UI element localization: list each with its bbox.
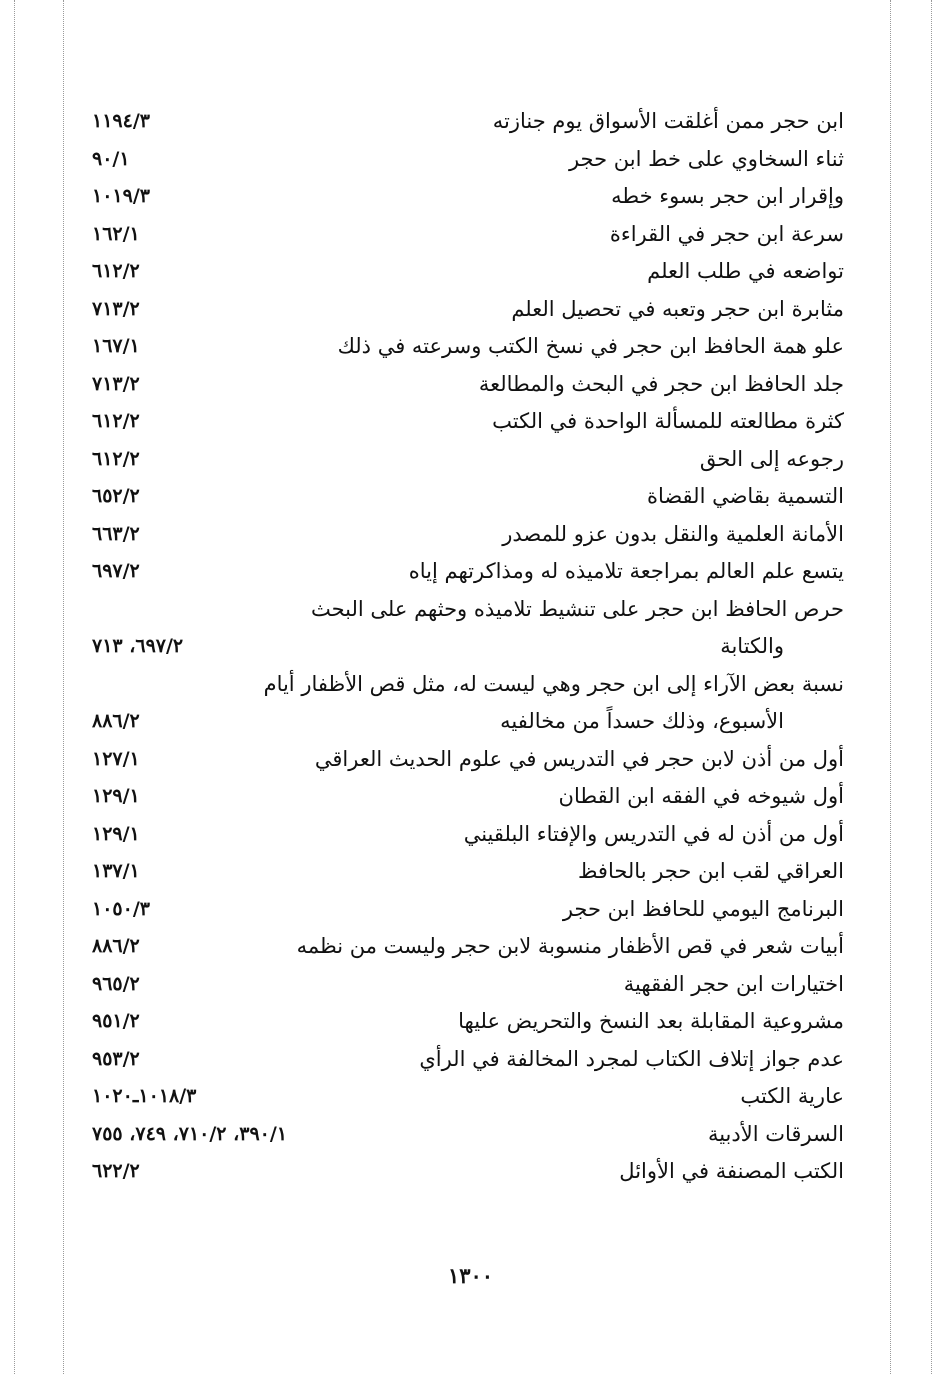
entry-topic: مشروعية المقابلة بعد النسخ والتحريض عليها	[458, 1009, 844, 1033]
scan-margin-line-left-inner	[63, 0, 64, 1374]
scan-margin-line-right-inner	[890, 0, 891, 1374]
entry-reference: ١٢٩/١	[92, 785, 140, 807]
index-entry	[92, 291, 844, 329]
entry-reference: ٣٩٠/١، ٧١٠/٢، ٧٤٩، ٧٥٥	[92, 1122, 288, 1145]
entry-topic-continuation: الأسبوع، وذلك حسداً من مخالفيه	[500, 709, 784, 733]
entry-topic-line: حرص الحافظ ابن حجر على تنشيط تلاميذه وحثهم على البحث	[311, 596, 844, 621]
index-entry	[92, 591, 844, 666]
entry-reference: ٧١٣/٢	[92, 297, 140, 320]
entry-topic: كثرة مطالعته للمسألة الواحدة في الكتب	[492, 409, 844, 433]
index-entry	[92, 253, 844, 291]
entry-reference: ١١٩٤/٣	[92, 110, 150, 132]
entry-reference: ٦٩٧/٢، ٧١٣	[92, 635, 184, 657]
index-entry	[92, 1153, 844, 1191]
scan-margin-line-right-outer	[931, 0, 932, 1374]
entry-topic: الكتب المصنفة في الأوائل	[619, 1159, 844, 1183]
entry-reference: ١٠١٨/٣ـ١٠٢٠	[92, 1085, 197, 1107]
entry-topic	[92, 591, 844, 666]
entry-topic: تواضعه في طلب العلم	[647, 259, 844, 283]
entry-topic: أول من أذن لابن حجر في التدريس في علوم الحديث العراقي	[314, 746, 844, 771]
index-entry	[92, 516, 844, 554]
index-entries-list	[92, 103, 844, 1191]
index-entry	[92, 141, 844, 179]
index-entry	[92, 966, 844, 1004]
entry-topic: أبيات شعر في قص الأظفار منسوبة لابن حجر وليست من نظمه	[296, 934, 844, 958]
entry-topic: رجوعه إلى الحق	[699, 446, 844, 471]
entry-reference: ١٢٧/١	[92, 747, 140, 770]
entry-topic: جلد الحافظ ابن حجر في البحث والمطالعة	[478, 371, 844, 396]
entry-reference: ١٦٧/١	[92, 335, 140, 357]
entry-reference: ٦٢٢/٢	[92, 1160, 140, 1182]
entry-topic: علو همة الحافظ ابن حجر في نسخ الكتب وسرعته في ذلك	[337, 334, 844, 358]
index-entry	[92, 741, 844, 779]
index-entry	[92, 178, 844, 216]
entry-reference: ٦٩٧/٢	[92, 560, 140, 582]
index-entry	[92, 1078, 844, 1116]
entry-topic: البرنامج اليومي للحافظ ابن حجر	[562, 896, 844, 921]
index-entry	[92, 478, 844, 516]
entry-topic: ثناء السخاوي على خط ابن حجر	[568, 146, 844, 171]
entry-reference: ٦١٢/٢	[92, 260, 140, 282]
entry-topic: السرقات الأدبية	[707, 1121, 844, 1146]
entry-reference: ٨٨٦/٢	[92, 710, 140, 732]
index-entry	[92, 366, 844, 404]
entry-reference: ٦٥٢/٢	[92, 485, 140, 507]
entry-reference: ٦١٢/٢	[92, 410, 140, 432]
index-entry	[92, 553, 844, 591]
index-entry	[92, 778, 844, 816]
entry-topic: اختيارات ابن حجر الفقهية	[623, 971, 844, 996]
index-entry	[92, 403, 844, 441]
entry-reference: ٩٥٣/٢	[92, 1047, 140, 1070]
entry-reference: ٨٨٦/٢	[92, 935, 140, 957]
entry-topic: الأمانة العلمية والنقل بدون عزو للمصدر	[502, 521, 844, 546]
entry-topic-line: نسبة بعض الآراء إلى ابن حجر وهي ليست له، مثل قص الأظفار أيام	[263, 671, 844, 696]
entry-reference: ١٠٥٠/٣	[92, 897, 150, 920]
entry-topic: أول من أذن له في التدريس والإفتاء البلقيني	[463, 821, 844, 846]
entry-topic: مثابرة ابن حجر وتعبه في تحصيل العلم	[511, 296, 844, 321]
entry-topic: يتسع علم العالم بمراجعة تلاميذه له ومذاكرتهم إياه	[408, 559, 844, 583]
entry-topic: وإقرار ابن حجر بسوء خطه	[611, 184, 844, 208]
entry-topic: سرعة ابن حجر في القراءة	[609, 221, 844, 246]
entry-reference: ٦٦٣/٢	[92, 522, 140, 545]
index-entry	[92, 328, 844, 366]
entry-topic: العراقي لقب ابن حجر بالحافظ	[577, 859, 844, 883]
page-number: ١٣٠٠	[447, 1263, 494, 1288]
entry-reference: ١٦٢/١	[92, 222, 140, 245]
entry-reference: ١٣٧/١	[92, 860, 140, 882]
index-entry	[92, 1003, 844, 1041]
entry-reference: ١٠١٩/٣	[92, 185, 150, 207]
entry-topic-continuation: والكتابة	[720, 634, 784, 658]
index-entry	[92, 891, 844, 929]
entry-reference: ١٢٩/١	[92, 822, 140, 845]
index-entry	[92, 103, 844, 141]
entry-topic	[92, 666, 844, 741]
index-entry	[92, 928, 844, 966]
entry-topic: ابن حجر ممن أغلقت الأسواق يوم جنازته	[492, 109, 844, 133]
index-entry	[92, 816, 844, 854]
entry-reference: ٦١٢/٢	[92, 447, 140, 470]
entry-reference: ٧١٣/٢	[92, 372, 140, 395]
index-entry	[92, 1041, 844, 1079]
entry-topic: أول شيوخه في الفقه ابن القطان	[558, 784, 844, 808]
index-entry	[92, 666, 844, 741]
index-entry	[92, 853, 844, 891]
scan-margin-line-left-outer	[14, 0, 15, 1374]
entry-reference: ٩٥١/٢	[92, 1010, 140, 1032]
index-entry	[92, 441, 844, 479]
entry-topic: عدم جواز إتلاف الكتاب لمجرد المخالفة في الرأي	[419, 1046, 844, 1071]
entry-topic: عارية الكتب	[740, 1084, 844, 1108]
entry-reference: ٩٠/١	[92, 147, 130, 170]
entry-reference: ٩٦٥/٢	[92, 972, 140, 995]
index-entry	[92, 1116, 844, 1154]
entry-topic: التسمية بقاضي القضاة	[646, 484, 844, 508]
index-entry	[92, 216, 844, 254]
